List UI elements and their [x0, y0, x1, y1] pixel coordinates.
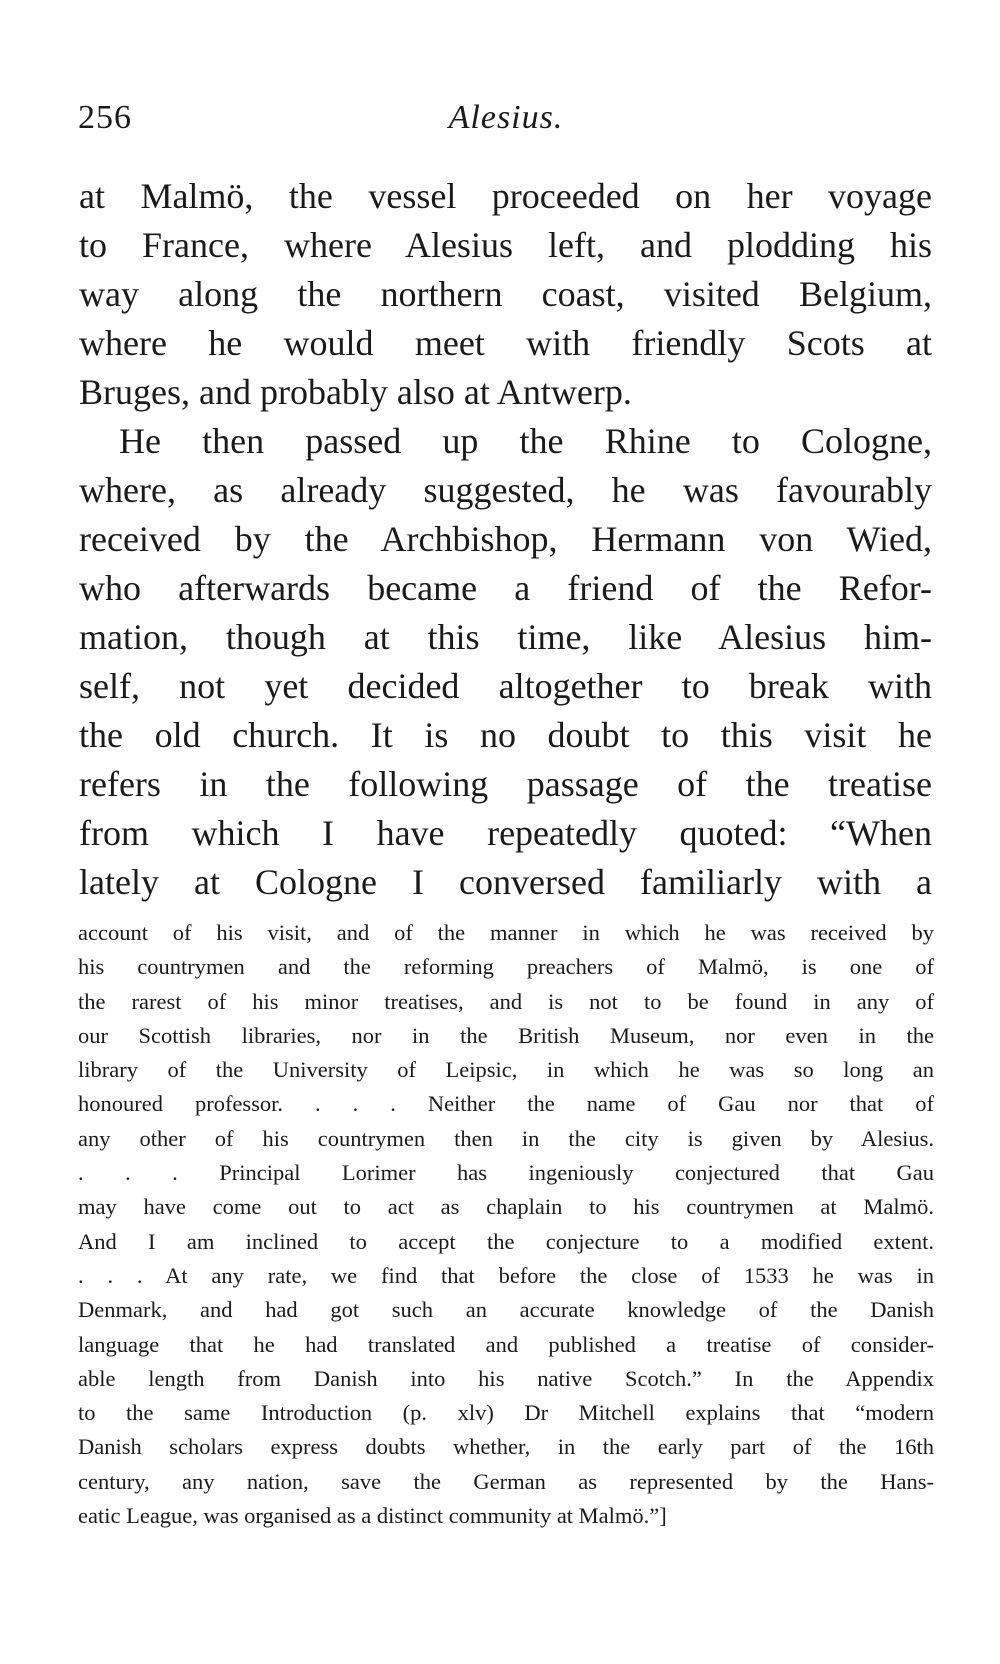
footnote-line: may have come out to act as chaplain to his countrymen at Malmö.	[78, 1194, 934, 1220]
footnote-line: any other of his countrymen then in the city is given by Alesius.	[78, 1125, 934, 1151]
body-line: who afterwards became a friend of the Refor-	[79, 568, 932, 608]
footnote-line: century, any nation, save the German as represented by the Hans-	[78, 1468, 934, 1494]
body-text	[79, 172, 932, 907]
body-line: refers in the following passage of the treatise	[79, 764, 932, 804]
footnote-line: . . . At any rate, we find that before the close of 1533 he was in	[78, 1262, 934, 1288]
page-number: 256	[78, 99, 132, 136]
body-line: He then passed up the Rhine to Cologne,	[119, 421, 932, 461]
body-line: received by the Archbishop, Hermann von Wied,	[79, 519, 932, 559]
footnote	[78, 916, 934, 1533]
footnote-line: the rarest of his minor treatises, and is not to be found in any of	[78, 988, 934, 1014]
body-line: self, not yet decided altogether to break with	[79, 666, 932, 706]
footnote-line: library of the University of Leipsic, in which he was so long an	[78, 1057, 934, 1083]
body-line: way along the northern coast, visited Belgium,	[79, 274, 932, 314]
footnote-line: Danish scholars express doubts whether, in the early part of the 16th	[78, 1434, 934, 1460]
footnote-line: language that he had translated and published a treatise of consider-	[78, 1331, 934, 1357]
footnote-line: his countrymen and the reforming preachers of Malmö, is one of	[78, 954, 934, 980]
body-line: where, as already suggested, he was favourably	[79, 470, 932, 510]
body-line: where he would meet with friendly Scots at	[79, 323, 932, 363]
body-line: the old church. It is no doubt to this visit he	[79, 715, 932, 755]
footnote-line: able length from Danish into his native Scotch.” In the Appendix	[78, 1365, 934, 1391]
footnote-line: . . . Principal Lorimer has ingeniously conjectured that Gau	[78, 1160, 934, 1186]
body-line: from which I have repeatedly quoted: “When	[79, 813, 932, 853]
body-line: at Malmö, the vessel proceeded on her voyage	[79, 176, 932, 216]
footnote-line: account of his visit, and of the manner in which he was received by	[78, 920, 934, 945]
footnote-line: honoured professor. . . . Neither the name of Gau nor that of	[78, 1091, 934, 1117]
footnote-line: And I am inclined to accept the conjecture to a modified extent.	[78, 1228, 934, 1254]
body-line: to France, where Alesius left, and plodding his	[79, 225, 932, 265]
footnote-line: to the same Introduction (p. xlv) Dr Mitchell explains that “modern	[78, 1400, 934, 1426]
running-title: Alesius.	[448, 99, 564, 136]
footnote-line: our Scottish libraries, nor in the British Museum, nor even in the	[78, 1022, 934, 1048]
running-head	[78, 98, 934, 148]
body-line: mation, though at this time, like Alesius him-	[79, 617, 932, 657]
footnote-line: Denmark, and had got such an accurate knowledge of the Danish	[78, 1297, 934, 1323]
footnote-line: eatic League, was organised as a distinct community at Malmö.”]	[78, 1503, 667, 1529]
body-line: Bruges, and probably also at Antwerp.	[79, 372, 632, 412]
body-line: lately at Cologne I conversed familiarly with a	[79, 862, 932, 902]
